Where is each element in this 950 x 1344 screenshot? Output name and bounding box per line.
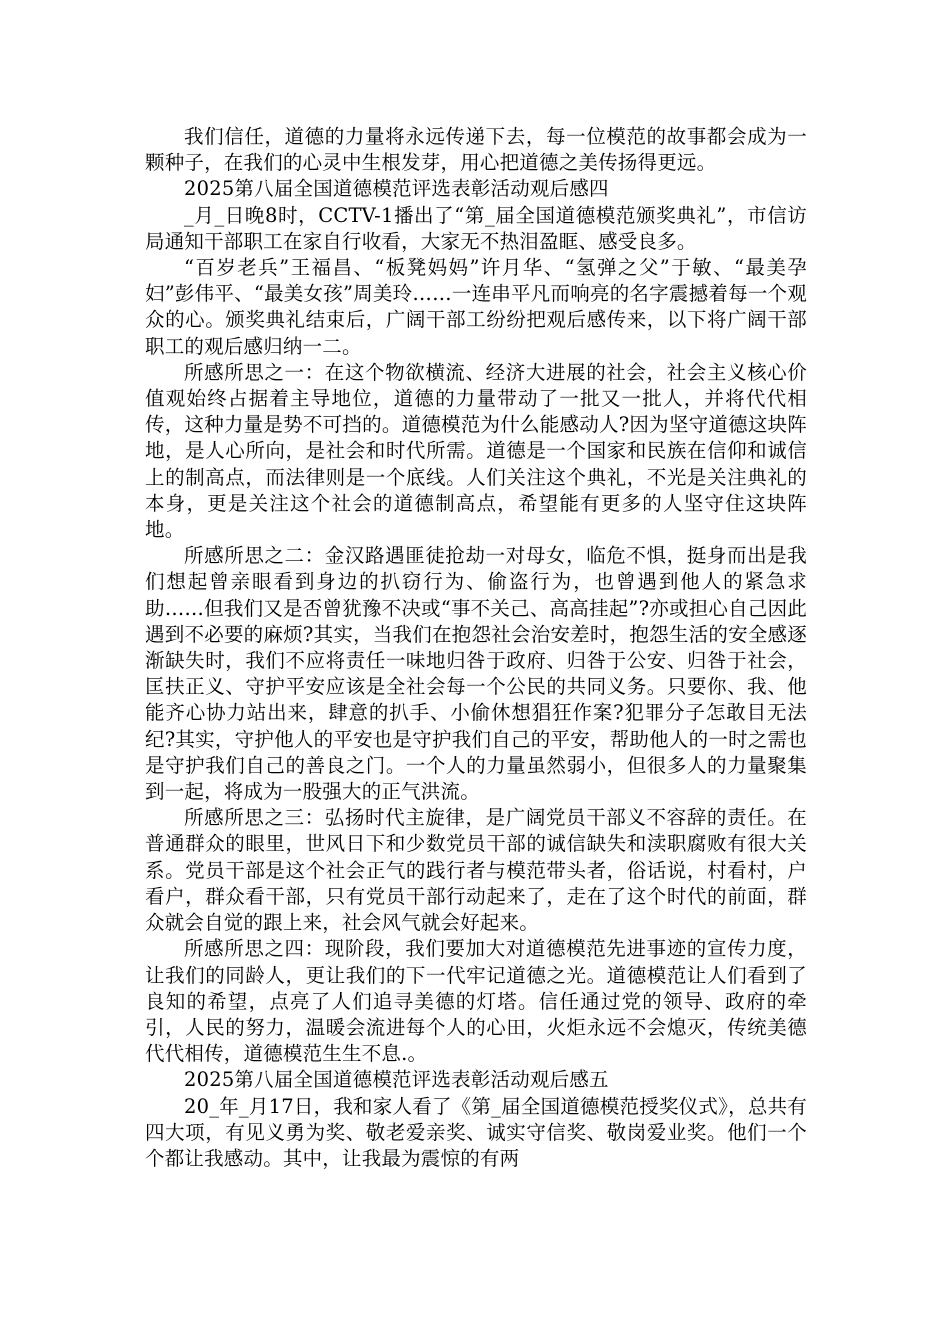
paragraph: 所感所思之一：在这个物欲横流、经济大进展的社会，社会主义核心价值观始终占据着主导地位，道德的力量带动了一批又一批人，并将代代相传，这种力量是势不可挡的。道德模范为什么能感动人?因为坚守道德这块阵地，是人心所向，是社会和时代所需。道德是一个国家和民族在信仰和诚信上的制高点，而法律则是一个底线。人们关注这个典礼，不光是关注典礼的本身，更是关注这个社会的道德制高点，希望能有更多的人坚守住这块阵地。 — [145, 360, 807, 542]
paragraph: 所感所思之四：现阶段，我们要加大对道德模范先进事迹的宣传力度，让我们的同龄人，更让我们的下一代牢记道德之光。道德模范让人们看到了良知的希望，点亮了人们追寻美德的灯塔。信任通过党的领导、政府的牵引，人民的努力，温暖会流进每个人的心田，火炬永远不会熄灭，传统美德代代相传，道德模范生生不息.。 — [145, 937, 807, 1066]
paragraph: 20_年_月17日，我和家人看了《第_届全国道德模范授奖仪式》，总共有四大项，有见义勇为奖、敬老爱亲奖、诚实守信奖、敬岗爱业奖。他们一个个都让我感动。其中，让我最为震惊的有两 — [145, 1094, 807, 1170]
section-title: 2025第八届全国道德模范评选表彰活动观后感四 — [184, 177, 609, 201]
paragraph: _月_日晚8时，CCTV-1播出了“第_届全国道德模范颁奖典礼”，市信访局通知干部职工在家自行收看，大家无不热泪盈眶、感受良多。 — [145, 203, 807, 253]
section-title: 2025第八届全国道德模范评选表彰活动观后感五 — [184, 1068, 609, 1092]
paragraph: 所感所思之二：金汉路遇匪徒抢劫一对母女，临危不惧，挺身而出是我们想起曾亲眼看到身边的扒窃行为、偷盗行为，也曾遇到他人的紧急求助……但我们又是否曾犹豫不决或“事不关己、高高挂起”?亦或担心自己因此遇到不必要的麻烦?其实，当我们在抱怨社会治安差时，抱怨生活的安全感逐渐缺失时，我们不应将责任一味地归咎于政府、归咎于公安、归咎于社会，匡扶正义、守护平安应该是全社会每一个公民的共同义务。只要你、我、他能齐心协力站出来，肆意的扒手、小偷休想猖狂作案?犯罪分子怎敢目无法纪?其实，守护他人的平安也是守护我们自己的平安，帮助他人的一时之需也是守护我们自己的善良之门。一个人的力量虽然弱小，但很多人的力量聚集到一起，将成为一股强大的正气洪流。 — [145, 544, 807, 804]
document-page — [145, 124, 807, 1172]
paragraph: “百岁老兵”王福昌、“板凳妈妈”许月华、“氢弹之父”于敏、“最美孕妇”彭伟平、“最美女孩”周美玲……一连串平凡而响亮的名字震撼着每一个观众的心。颁奖典礼结束后，广阔干部工纷纷把观后感传来，以下将广阔干部职工的观后感归纳一二。 — [145, 256, 807, 358]
paragraph: 我们信任，道德的力量将永远传递下去，每一位模范的故事都会成为一颗种子，在我们的心灵中生根发芽，用心把道德之美传扬得更远。 — [145, 125, 807, 175]
paragraph: 所感所思之三：弘扬时代主旋律，是广阔党员干部义不容辞的责任。在普通群众的眼里，世风日下和少数党员干部的诚信缺失和渎职腐败有很大关系。党员干部是这个社会正气的践行者与模范带头者，俗话说，村看村，户看户，群众看干部，只有党员干部行动起来了，走在了这个时代的前面，群众就会自觉的跟上来，社会风气就会好起来。 — [145, 806, 807, 935]
